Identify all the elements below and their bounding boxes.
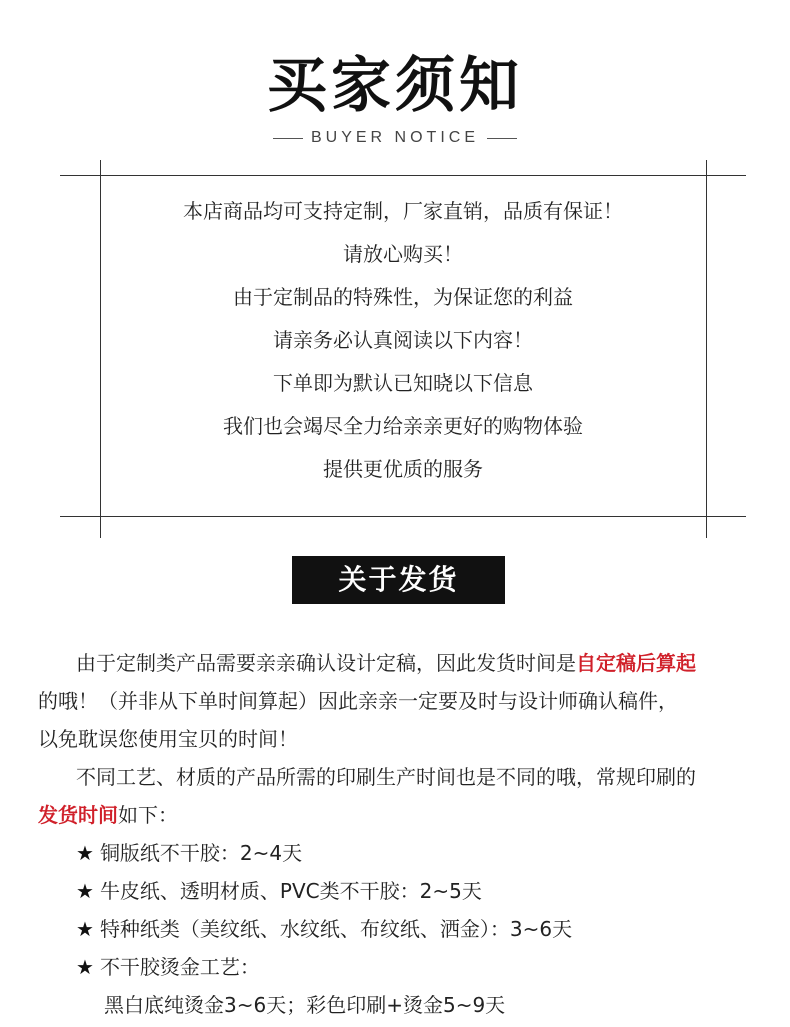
- star-icon: ★: [76, 955, 94, 979]
- notice-line: 本店商品均可支持定制，厂家直销，品质有保证！: [183, 199, 623, 223]
- section-heading-shipping: 关于发货: [292, 556, 505, 604]
- list-item: [38, 872, 768, 910]
- notice-line: 请放心购买！: [343, 242, 463, 266]
- list-item: [38, 948, 768, 986]
- notice-line: 请亲务必认真阅读以下内容！: [273, 328, 533, 352]
- notice-line: 下单即为默认已知晓以下信息: [273, 371, 533, 395]
- notice-line: 我们也会竭尽全力给亲亲更好的购物体验: [223, 414, 583, 438]
- notice-line: 提供更优质的服务: [323, 457, 483, 481]
- list-item: [38, 834, 768, 872]
- subtitle-divider-right: [487, 138, 517, 139]
- paragraph-text: 由于定制类产品需要亲亲确认设计定稿，因此发货时间是: [76, 651, 576, 675]
- page-title: 买家须知: [267, 51, 523, 121]
- paragraph-text: 如下：: [118, 803, 178, 827]
- paragraph-2-line-1: 不同工艺、材质的产品所需的印刷生产时间也是不同的哦，常规印刷的: [76, 765, 696, 789]
- paragraph-2-line-2: [38, 796, 768, 834]
- list-sub-item: 黑白底纯烫金3~6天；彩色印刷+烫金5~9天: [104, 993, 506, 1017]
- star-icon: ★: [76, 917, 94, 941]
- list-item-text: 铜版纸不干胶：2~4天: [99, 841, 303, 865]
- list-item-text: 特种纸类（美纹纸、水纹纸、布纹纸、洒金）：3~6天: [99, 917, 573, 941]
- star-icon: ★: [76, 879, 94, 903]
- frame-top-line: [60, 175, 746, 176]
- paragraph-1-line-2: 的哦！（并非从下单时间算起）因此亲亲一定要及时与设计师确认稿件，: [38, 689, 678, 713]
- frame-bottom-line: [60, 516, 746, 517]
- notice-block: [100, 190, 706, 491]
- paragraph-1-line-1: [38, 644, 768, 682]
- star-icon: ★: [76, 841, 94, 865]
- list-item: [38, 910, 768, 948]
- page-subtitle: BUYER NOTICE: [310, 129, 479, 146]
- subtitle-row: [0, 128, 790, 148]
- highlight-text: 发货时间: [38, 803, 118, 827]
- list-item-text: 牛皮纸、透明材质、PVC类不干胶：2~5天: [99, 879, 482, 903]
- paragraph-1-line-3: 以免耽误您使用宝贝的时间！: [38, 727, 298, 751]
- list-item-text: 不干胶烫金工艺：: [99, 955, 260, 979]
- notice-line: 由于定制品的特殊性，为保证您的利益: [233, 285, 573, 309]
- subtitle-divider-left: [273, 138, 303, 139]
- highlight-text: 自定稿后算起: [576, 651, 696, 675]
- frame-right-line: [706, 160, 707, 538]
- shipping-content: [38, 644, 768, 1024]
